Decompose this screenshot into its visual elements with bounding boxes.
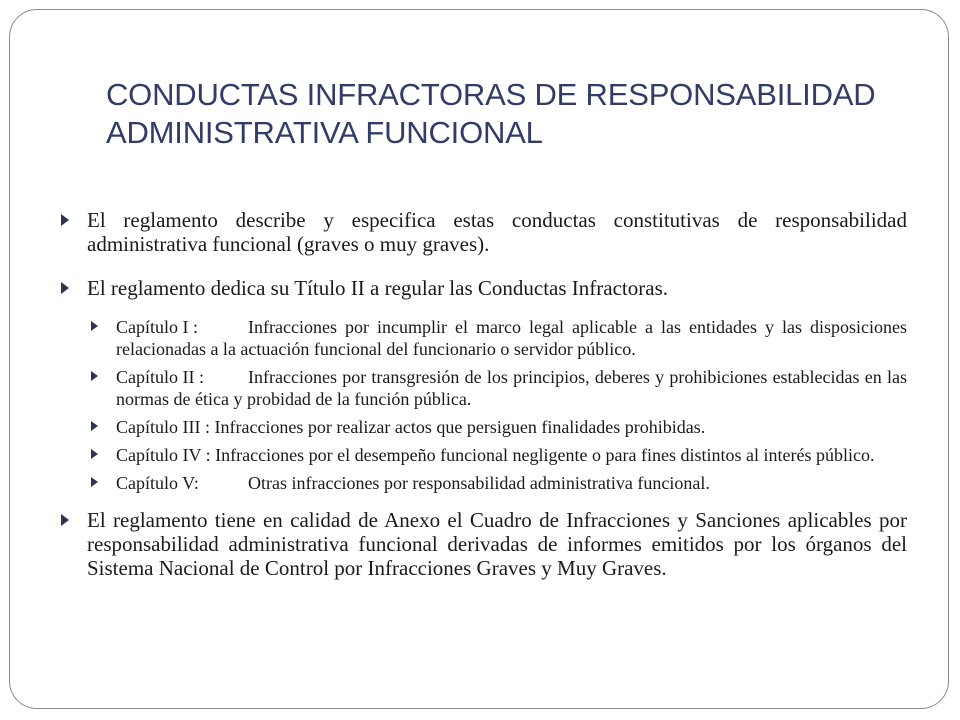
chapter-text: Infracciones por incumplir el marco legal aplicable a las entidades y las disposiciones relacionadas a la actuación funcional del funcionario o servidor público. (116, 317, 907, 359)
chapter-item-4 (89, 444, 907, 466)
chapter-item-3 (89, 416, 907, 438)
bullet-text: El reglamento dedica su Título II a regular las Conductas Infractoras. (87, 276, 668, 300)
chapter-item-2 (89, 366, 907, 410)
bullet-text: El reglamento describe y especifica estas conductas constitutivas de responsabilidad administrativa funcional (graves o muy graves). (87, 208, 907, 256)
chapter-label: Capítulo IV : (116, 445, 211, 465)
chapter-item-1 (89, 316, 907, 360)
chapter-text: Infracciones por transgresión de los principios, deberes y prohibiciones establecidas en las normas de ética y probidad de la función pública. (116, 367, 907, 409)
chapter-item-5 (89, 472, 907, 494)
title-line-1: CONDUCTAS INFRACTORAS DE RESPONSABILIDAD (106, 77, 876, 112)
chapter-label: Capítulo V: (116, 473, 199, 493)
slide-title (106, 76, 906, 152)
triangle-bullet-icon (61, 514, 69, 526)
triangle-bullet-icon (91, 449, 98, 459)
chapter-text: Infracciones por realizar actos que persiguen finalidades prohibidas. (214, 417, 706, 437)
title-line-2: ADMINISTRATIVA FUNCIONAL (106, 115, 543, 150)
triangle-bullet-icon (61, 282, 69, 294)
bullet-text: El reglamento tiene en calidad de Anexo el Cuadro de Infracciones y Sanciones aplicables por responsabilidad administrativa funcional derivadas de informes emitidos por los órganos del Sistema Nacional de Control por Infracciones Graves y Muy Graves. (87, 508, 907, 580)
chapter-label: Capítulo III : (116, 417, 210, 437)
triangle-bullet-icon (61, 214, 69, 226)
bullet-item-2 (59, 276, 907, 300)
chapter-label: Capítulo I : (116, 317, 198, 337)
chapter-label: Capítulo II : (116, 367, 204, 387)
triangle-bullet-icon (91, 321, 98, 331)
triangle-bullet-icon (91, 371, 98, 381)
triangle-bullet-icon (91, 477, 98, 487)
bullet-item-1 (59, 208, 907, 256)
slide (9, 9, 949, 709)
slide-body (59, 208, 907, 580)
chapter-text: Infracciones por el desempeño funcional negligente o para fines distintos al interés público. (215, 445, 875, 465)
chapter-text: Otras infracciones por responsabilidad administrativa funcional. (248, 473, 710, 493)
bullet-item-3 (59, 508, 907, 580)
triangle-bullet-icon (91, 421, 98, 431)
